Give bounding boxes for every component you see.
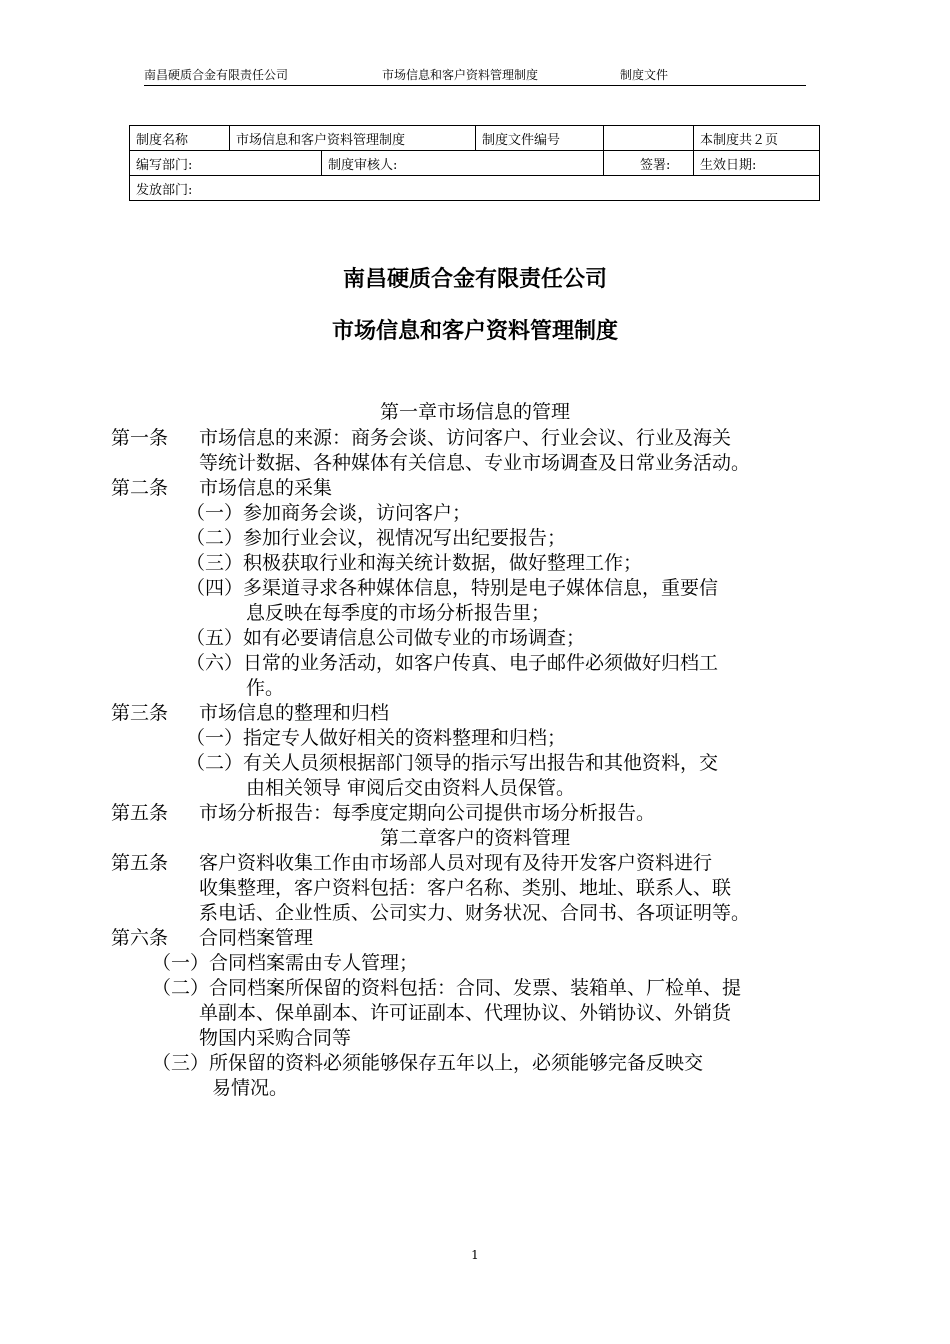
page-count: 本制度共２页 xyxy=(694,126,820,151)
article-text: 市场分析报告：每季度定期向公司提供市场分析报告。 xyxy=(199,802,656,824)
list-item: （三）所保留的资料必须能够保存五年以上，必须能够完备反映交 xyxy=(152,1052,704,1074)
list-item: （五）如有必要请信息公司做专业的市场调查； xyxy=(186,627,586,649)
article-title: 市场信息的采集 xyxy=(199,477,333,499)
article-text: 等统计数据、各种媒体有关信息、专业市场调查及日常业务活动。 xyxy=(199,452,751,474)
list-item: （二）参加行业会议，视情况写出纪要报告； xyxy=(186,527,567,549)
article-text: 市场信息的来源：商务会谈、访问客户、行业会议、行业及海关 xyxy=(199,427,732,449)
table-row xyxy=(130,151,820,176)
list-item: （四）多渠道寻求各种媒体信息，特别是电子媒体信息，重要信 xyxy=(186,577,719,599)
chapter-1-heading: 第一章市场信息的管理 xyxy=(379,401,570,423)
header-doc-name: 市场信息和客户资料管理制度 xyxy=(382,68,539,82)
list-item: （三）积极获取行业和海关统计数据，做好整理工作； xyxy=(186,552,643,574)
list-item-cont: 物国内采购合同等 xyxy=(199,1027,352,1049)
list-item-cont: 易情况。 xyxy=(212,1077,289,1099)
article-label: 第六条 xyxy=(111,927,169,949)
value-name: 市场信息和客户资料管理制度 xyxy=(230,126,476,151)
article-label: 第一条 xyxy=(111,427,169,449)
running-header xyxy=(144,66,806,86)
article-title: 合同档案管理 xyxy=(199,927,314,949)
list-item: （一）合同档案需由专人管理； xyxy=(152,952,419,974)
list-item: （一）参加商务会谈，访问客户； xyxy=(186,502,472,524)
article-title: 市场信息的整理和归档 xyxy=(199,702,390,724)
list-item: （二）有关人员须根据部门领导的指示写出报告和其他资料，交 xyxy=(186,752,719,774)
list-item-cont: 由相关领导 审阅后交由资料人员保管。 xyxy=(246,777,576,799)
header-company: 南昌硬质合金有限责任公司 xyxy=(144,68,289,82)
label-sign: 签署: xyxy=(604,151,694,176)
chapter-2-heading: 第二章客户的资料管理 xyxy=(379,827,570,849)
header-doc-type: 制度文件 xyxy=(620,68,669,82)
list-item-cont: 作。 xyxy=(246,677,285,699)
list-item: （一）指定专人做好相关的资料整理和归档； xyxy=(186,727,567,749)
label-name: 制度名称 xyxy=(130,126,230,151)
title-company: 南昌硬质合金有限责任公司 xyxy=(342,267,607,292)
article-label: 第三条 xyxy=(111,702,169,724)
label-number: 制度文件编号 xyxy=(476,126,604,151)
label-dept: 编写部门: xyxy=(130,151,322,176)
table-row xyxy=(130,176,820,201)
article-text: 收集整理，客户资料包括：客户名称、类别、地址、联系人、联 xyxy=(199,877,732,899)
label-reviewer: 制度审核人: xyxy=(322,151,604,176)
label-issue-dept: 发放部门: xyxy=(130,176,820,201)
article-label: 第五条 xyxy=(111,852,169,874)
list-item-cont: 息反映在每季度的市场分析报告里； xyxy=(246,602,551,624)
article-text: 客户资料收集工作由市场部人员对现有及待开发客户资料进行 xyxy=(199,852,713,874)
list-item-cont: 单副本、保单副本、许可证副本、代理协议、外销协议、外销货 xyxy=(199,1002,732,1024)
page-number: 1 xyxy=(471,1248,479,1262)
meta-table xyxy=(129,125,820,201)
title-doc: 市场信息和客户资料管理制度 xyxy=(331,319,618,344)
article-label: 第二条 xyxy=(111,477,169,499)
article-label: 第五条 xyxy=(111,802,169,824)
list-item: （六）日常的业务活动，如客户传真、电子邮件必须做好归档工 xyxy=(186,652,719,674)
article-text: 系电话、企业性质、公司实力、财务状况、合同书、各项证明等。 xyxy=(199,902,751,924)
table-row xyxy=(130,126,820,151)
label-effective: 生效日期: xyxy=(694,151,820,176)
value-number xyxy=(604,126,694,151)
list-item: （二）合同档案所保留的资料包括：合同、发票、装箱单、厂检单、提 xyxy=(152,977,742,999)
